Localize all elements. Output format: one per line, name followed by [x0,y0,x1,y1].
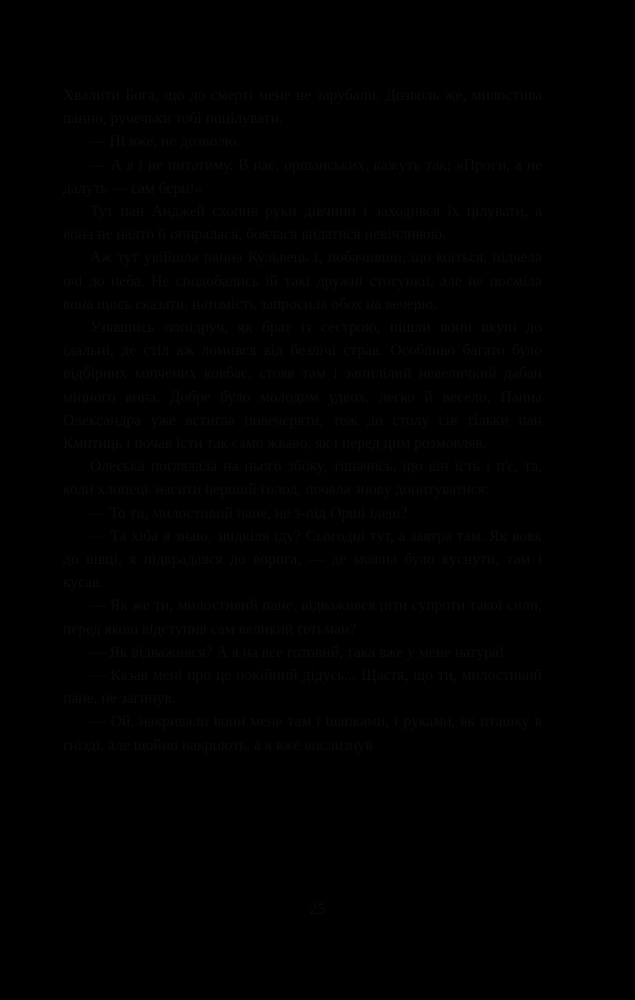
paragraph-7: Олеська поглядала на нього збоку, тішачись, що він їсть і п'є, та, коли хлопець насити перший голод, почала знову допитуватися: [63,458,542,499]
paragraph-12: — Казав мені про це покійний дідусь... Щастя, що ти, милостивий пане, не загинув. [63,667,542,708]
paragraph-10: — Як же ти, милостивий пане, відважився піти супроти такої сили, перед якою відступив сам великий гетьман? [63,597,542,638]
paragraph-4: Тут пан Анджей схопив руки дівчини і заходився їх цілувати, а вона не надто й опиралася, боялася видатися невічливою. [63,203,542,244]
paragraph-11: — Як відважився? А я на все готовий, така вже у мене натура! [90,643,505,661]
paragraph-9: — Та хіба я знаю, звідкіля їду? Сьогодні тут, а завтра там. Як вовк до вівці, я підкрадався до ворога, — де можна було куснути, там і кусав. [63,527,542,592]
paragraph-13: — Ой, накривали вони мене там і шапками, і руками, як пташку в гнізді, але щойно накриють, а я вже вислизнув [63,713,542,754]
paragraph-2: — Ні вже, не дозволю. [90,133,241,151]
paragraph-1: Хвалити Бога, що до смерті мене не зарубали. Дозволь же, милостива панно, ручечьки тобі поцілувати. [63,87,542,128]
paragraph-8: — То ти, милостивий пане, не з-під Орші їдеш? [90,504,408,522]
page-number: 25 [309,901,326,918]
page-text-block [63,84,542,757]
paragraph-3: — А я і не питатиму. В нас, оршанських, кажуть так: «Проси, а не дадуть — сам бери!» [63,156,542,197]
paragraph-5: Аж тут увійшла панна Кульвець і, побачивши, що коїться, підвела очі до неба. Не сподобались їй такі дружні стосунки, але не посміла вона щось сказати, натомість запросила обох на вечерю. [63,249,542,313]
paragraph-6: Узявшись попідруч, як брат із сестрою, пішли вони вкупі до їдальні, де стіл аж ломився від безлічі страв. Особливо багато було відбірних копчених ковбас, стояв там і запилілий невеличкий дабан міцного вина. Добре було молодим удвох, легко й весело. Панна Олександра уже встигла повечеряти, тож до столу сів тільки пан Кмитиць і почав їсти так само жваво, як і перед цим розмовляв. [63,319,542,453]
